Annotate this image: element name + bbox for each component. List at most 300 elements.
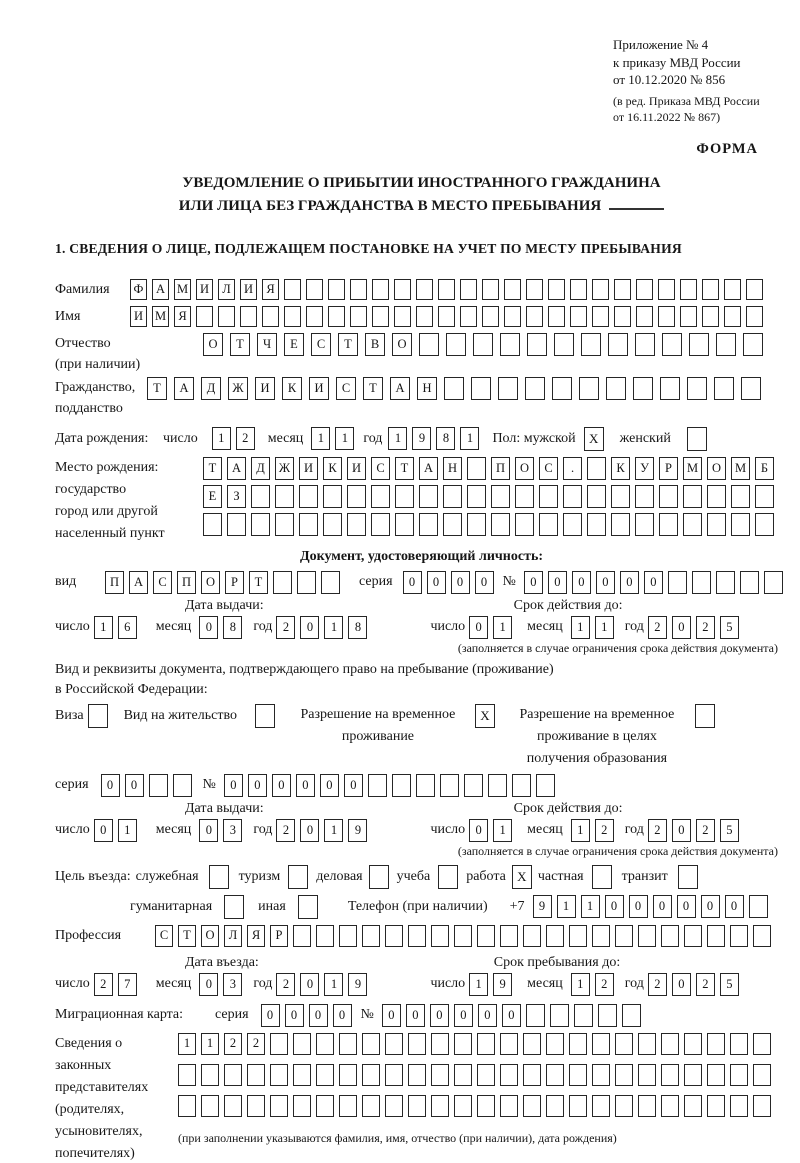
char-cell[interactable]: 0 xyxy=(672,973,691,996)
char-cell[interactable] xyxy=(347,513,366,536)
char-cell[interactable] xyxy=(684,1033,702,1055)
char-cell[interactable]: 0 xyxy=(199,819,218,842)
char-cell[interactable]: 9 xyxy=(493,973,512,996)
char-cell[interactable] xyxy=(563,513,582,536)
char-cell[interactable]: 2 xyxy=(595,973,614,996)
char-cell[interactable]: 1 xyxy=(178,1033,196,1055)
char-cell[interactable]: 0 xyxy=(300,819,319,842)
char-cell[interactable] xyxy=(707,1064,725,1086)
char-cell[interactable] xyxy=(526,306,543,327)
char-cell[interactable] xyxy=(201,1064,219,1086)
char-cell[interactable] xyxy=(569,1064,587,1086)
char-cell[interactable]: 0 xyxy=(101,774,120,797)
char-cell[interactable] xyxy=(731,513,750,536)
purpose-work-checkbox[interactable]: X xyxy=(512,865,532,889)
char-cell[interactable] xyxy=(707,513,726,536)
char-cell[interactable]: И xyxy=(196,279,213,300)
char-cell[interactable] xyxy=(247,1064,265,1086)
char-cell[interactable] xyxy=(394,279,411,300)
char-cell[interactable] xyxy=(247,1095,265,1117)
char-cell[interactable]: 5 xyxy=(720,819,739,842)
char-cell[interactable] xyxy=(477,925,495,947)
char-cell[interactable]: Ф xyxy=(130,279,147,300)
char-cell[interactable] xyxy=(273,571,292,594)
char-cell[interactable] xyxy=(724,306,741,327)
char-cell[interactable] xyxy=(443,485,462,508)
char-cell[interactable] xyxy=(443,513,462,536)
char-cell[interactable]: 0 xyxy=(430,1004,449,1027)
char-cell[interactable] xyxy=(224,1064,242,1086)
char-cell[interactable]: 2 xyxy=(236,427,255,450)
char-cell[interactable] xyxy=(454,1095,472,1117)
char-cell[interactable] xyxy=(755,513,774,536)
char-cell[interactable] xyxy=(684,1064,702,1086)
char-cell[interactable] xyxy=(467,485,486,508)
char-cell[interactable]: О xyxy=(515,457,534,480)
char-cell[interactable]: 8 xyxy=(436,427,455,450)
char-cell[interactable]: 9 xyxy=(348,819,367,842)
char-cell[interactable] xyxy=(408,1033,426,1055)
char-cell[interactable] xyxy=(636,279,653,300)
char-cell[interactable]: 9 xyxy=(533,895,552,918)
char-cell[interactable] xyxy=(446,333,466,356)
char-cell[interactable] xyxy=(569,1095,587,1117)
char-cell[interactable]: 1 xyxy=(324,973,343,996)
char-cell[interactable]: Н xyxy=(443,457,462,480)
char-cell[interactable]: 2 xyxy=(224,1033,242,1055)
char-cell[interactable]: 0 xyxy=(451,571,470,594)
char-cell[interactable] xyxy=(270,1033,288,1055)
char-cell[interactable] xyxy=(753,1033,771,1055)
char-cell[interactable]: 0 xyxy=(454,1004,473,1027)
char-cell[interactable] xyxy=(662,333,682,356)
char-cell[interactable]: 2 xyxy=(276,819,295,842)
char-cell[interactable]: А xyxy=(227,457,246,480)
char-cell[interactable]: Т xyxy=(203,457,222,480)
char-cell[interactable] xyxy=(614,279,631,300)
char-cell[interactable] xyxy=(284,279,301,300)
char-cell[interactable] xyxy=(306,279,323,300)
char-cell[interactable] xyxy=(431,925,449,947)
char-cell[interactable] xyxy=(592,1033,610,1055)
char-cell[interactable] xyxy=(284,306,301,327)
char-cell[interactable] xyxy=(262,306,279,327)
char-cell[interactable]: 2 xyxy=(276,616,295,639)
char-cell[interactable] xyxy=(362,1095,380,1117)
char-cell[interactable] xyxy=(692,571,711,594)
char-cell[interactable] xyxy=(178,1064,196,1086)
char-cell[interactable] xyxy=(661,1033,679,1055)
char-cell[interactable] xyxy=(730,1033,748,1055)
char-cell[interactable] xyxy=(173,774,192,797)
char-cell[interactable] xyxy=(523,1033,541,1055)
char-cell[interactable] xyxy=(753,1095,771,1117)
char-cell[interactable]: 1 xyxy=(493,819,512,842)
char-cell[interactable] xyxy=(270,1095,288,1117)
char-cell[interactable]: 1 xyxy=(324,819,343,842)
char-cell[interactable] xyxy=(608,333,628,356)
char-cell[interactable] xyxy=(471,377,491,400)
char-cell[interactable]: 2 xyxy=(696,973,715,996)
char-cell[interactable]: А xyxy=(174,377,194,400)
char-cell[interactable] xyxy=(570,279,587,300)
char-cell[interactable] xyxy=(454,925,472,947)
char-cell[interactable] xyxy=(550,1004,569,1027)
char-cell[interactable] xyxy=(339,1033,357,1055)
char-cell[interactable] xyxy=(730,1064,748,1086)
char-cell[interactable] xyxy=(395,485,414,508)
char-cell[interactable] xyxy=(707,1033,725,1055)
char-cell[interactable] xyxy=(339,925,357,947)
char-cell[interactable] xyxy=(746,306,763,327)
char-cell[interactable] xyxy=(438,279,455,300)
char-cell[interactable]: 1 xyxy=(469,973,488,996)
char-cell[interactable] xyxy=(680,279,697,300)
char-cell[interactable] xyxy=(467,513,486,536)
char-cell[interactable] xyxy=(661,1064,679,1086)
char-cell[interactable]: 0 xyxy=(427,571,446,594)
char-cell[interactable]: К xyxy=(282,377,302,400)
char-cell[interactable]: Ч xyxy=(257,333,277,356)
char-cell[interactable]: С xyxy=(371,457,390,480)
char-cell[interactable] xyxy=(350,306,367,327)
char-cell[interactable] xyxy=(563,485,582,508)
char-cell[interactable]: 0 xyxy=(572,571,591,594)
char-cell[interactable] xyxy=(201,1095,219,1117)
char-cell[interactable] xyxy=(339,1064,357,1086)
char-cell[interactable]: 2 xyxy=(595,819,614,842)
purpose-study-checkbox[interactable] xyxy=(438,865,458,889)
char-cell[interactable] xyxy=(633,377,653,400)
char-cell[interactable] xyxy=(536,774,555,797)
char-cell[interactable]: 1 xyxy=(201,1033,219,1055)
char-cell[interactable] xyxy=(385,1095,403,1117)
char-cell[interactable]: С xyxy=(336,377,356,400)
char-cell[interactable] xyxy=(714,377,734,400)
char-cell[interactable] xyxy=(587,513,606,536)
char-cell[interactable] xyxy=(196,306,213,327)
purpose-humanitarian-checkbox[interactable] xyxy=(224,895,244,919)
purpose-other-checkbox[interactable] xyxy=(298,895,318,919)
char-cell[interactable] xyxy=(716,571,735,594)
char-cell[interactable]: О xyxy=(707,457,726,480)
char-cell[interactable]: 1 xyxy=(212,427,231,450)
char-cell[interactable] xyxy=(431,1033,449,1055)
char-cell[interactable]: С xyxy=(539,457,558,480)
char-cell[interactable] xyxy=(339,1095,357,1117)
char-cell[interactable]: 1 xyxy=(595,616,614,639)
char-cell[interactable] xyxy=(498,377,518,400)
char-cell[interactable]: К xyxy=(323,457,342,480)
char-cell[interactable]: О xyxy=(203,333,223,356)
char-cell[interactable] xyxy=(614,306,631,327)
char-cell[interactable] xyxy=(293,1095,311,1117)
char-cell[interactable]: 9 xyxy=(348,973,367,996)
char-cell[interactable]: 1 xyxy=(324,616,343,639)
char-cell[interactable] xyxy=(275,513,294,536)
char-cell[interactable] xyxy=(684,925,702,947)
char-cell[interactable] xyxy=(504,306,521,327)
char-cell[interactable]: З xyxy=(227,485,246,508)
char-cell[interactable] xyxy=(482,306,499,327)
residence-permit-checkbox[interactable] xyxy=(255,704,275,728)
char-cell[interactable] xyxy=(270,1064,288,1086)
char-cell[interactable]: 0 xyxy=(199,616,218,639)
char-cell[interactable] xyxy=(554,333,574,356)
char-cell[interactable] xyxy=(592,1064,610,1086)
char-cell[interactable] xyxy=(724,279,741,300)
char-cell[interactable] xyxy=(372,306,389,327)
char-cell[interactable]: О xyxy=(392,333,412,356)
char-cell[interactable] xyxy=(661,1095,679,1117)
char-cell[interactable]: . xyxy=(563,457,582,480)
char-cell[interactable] xyxy=(321,571,340,594)
char-cell[interactable]: 0 xyxy=(285,1004,304,1027)
char-cell[interactable] xyxy=(606,377,626,400)
char-cell[interactable] xyxy=(523,1095,541,1117)
char-cell[interactable] xyxy=(491,513,510,536)
char-cell[interactable]: 0 xyxy=(677,895,696,918)
char-cell[interactable] xyxy=(460,279,477,300)
char-cell[interactable] xyxy=(482,279,499,300)
char-cell[interactable]: 0 xyxy=(524,571,543,594)
char-cell[interactable] xyxy=(316,1064,334,1086)
char-cell[interactable] xyxy=(660,377,680,400)
char-cell[interactable] xyxy=(741,377,761,400)
char-cell[interactable]: Е xyxy=(284,333,304,356)
char-cell[interactable] xyxy=(707,925,725,947)
char-cell[interactable]: С xyxy=(311,333,331,356)
char-cell[interactable] xyxy=(638,1095,656,1117)
char-cell[interactable] xyxy=(477,1095,495,1117)
char-cell[interactable]: 1 xyxy=(571,973,590,996)
char-cell[interactable] xyxy=(372,279,389,300)
char-cell[interactable] xyxy=(297,571,316,594)
char-cell[interactable]: 5 xyxy=(720,616,739,639)
char-cell[interactable] xyxy=(408,1064,426,1086)
char-cell[interactable] xyxy=(716,333,736,356)
char-cell[interactable]: С xyxy=(153,571,172,594)
char-cell[interactable]: 0 xyxy=(672,616,691,639)
char-cell[interactable] xyxy=(477,1064,495,1086)
char-cell[interactable] xyxy=(504,279,521,300)
char-cell[interactable] xyxy=(615,1064,633,1086)
char-cell[interactable] xyxy=(316,1095,334,1117)
char-cell[interactable]: 0 xyxy=(125,774,144,797)
char-cell[interactable] xyxy=(240,306,257,327)
char-cell[interactable] xyxy=(347,485,366,508)
char-cell[interactable]: С xyxy=(155,925,173,947)
char-cell[interactable]: 2 xyxy=(247,1033,265,1055)
char-cell[interactable]: 0 xyxy=(596,571,615,594)
char-cell[interactable]: 1 xyxy=(311,427,330,450)
char-cell[interactable]: 5 xyxy=(720,973,739,996)
char-cell[interactable]: Б xyxy=(755,457,774,480)
char-cell[interactable] xyxy=(592,306,609,327)
char-cell[interactable]: 2 xyxy=(648,616,667,639)
char-cell[interactable]: А xyxy=(419,457,438,480)
char-cell[interactable] xyxy=(539,485,558,508)
char-cell[interactable]: 2 xyxy=(276,973,295,996)
char-cell[interactable] xyxy=(526,1004,545,1027)
char-cell[interactable] xyxy=(661,925,679,947)
char-cell[interactable] xyxy=(746,279,763,300)
char-cell[interactable]: 2 xyxy=(696,819,715,842)
char-cell[interactable]: 0 xyxy=(300,973,319,996)
char-cell[interactable]: 0 xyxy=(272,774,291,797)
char-cell[interactable]: 0 xyxy=(725,895,744,918)
char-cell[interactable]: Т xyxy=(395,457,414,480)
char-cell[interactable] xyxy=(570,306,587,327)
gender-male-checkbox[interactable]: X xyxy=(584,427,604,451)
char-cell[interactable]: 0 xyxy=(469,819,488,842)
char-cell[interactable]: 0 xyxy=(224,774,243,797)
char-cell[interactable] xyxy=(569,925,587,947)
purpose-business-checkbox[interactable] xyxy=(369,865,389,889)
char-cell[interactable] xyxy=(419,485,438,508)
char-cell[interactable]: И xyxy=(240,279,257,300)
char-cell[interactable]: 0 xyxy=(199,973,218,996)
char-cell[interactable] xyxy=(523,1064,541,1086)
char-cell[interactable] xyxy=(611,485,630,508)
char-cell[interactable] xyxy=(371,513,390,536)
char-cell[interactable]: 0 xyxy=(382,1004,401,1027)
char-cell[interactable]: Я xyxy=(247,925,265,947)
char-cell[interactable]: 0 xyxy=(502,1004,521,1027)
char-cell[interactable] xyxy=(523,925,541,947)
char-cell[interactable]: 0 xyxy=(469,616,488,639)
char-cell[interactable]: М xyxy=(683,457,702,480)
char-cell[interactable] xyxy=(328,279,345,300)
char-cell[interactable] xyxy=(473,333,493,356)
char-cell[interactable]: К xyxy=(611,457,630,480)
char-cell[interactable] xyxy=(574,1004,593,1027)
char-cell[interactable] xyxy=(385,925,403,947)
char-cell[interactable]: 0 xyxy=(478,1004,497,1027)
char-cell[interactable] xyxy=(689,333,709,356)
char-cell[interactable]: О xyxy=(201,571,220,594)
char-cell[interactable]: 0 xyxy=(701,895,720,918)
char-cell[interactable]: 1 xyxy=(118,819,137,842)
char-cell[interactable]: У xyxy=(635,457,654,480)
char-cell[interactable] xyxy=(581,333,601,356)
char-cell[interactable] xyxy=(753,1064,771,1086)
char-cell[interactable] xyxy=(316,1033,334,1055)
gender-female-checkbox[interactable] xyxy=(687,427,707,451)
char-cell[interactable]: Р xyxy=(225,571,244,594)
char-cell[interactable]: И xyxy=(347,457,366,480)
char-cell[interactable]: 1 xyxy=(571,819,590,842)
char-cell[interactable] xyxy=(579,377,599,400)
char-cell[interactable] xyxy=(362,925,380,947)
char-cell[interactable] xyxy=(460,306,477,327)
char-cell[interactable] xyxy=(638,925,656,947)
char-cell[interactable] xyxy=(622,1004,641,1027)
purpose-tourism-checkbox[interactable] xyxy=(288,865,308,889)
char-cell[interactable] xyxy=(512,774,531,797)
char-cell[interactable] xyxy=(444,377,464,400)
char-cell[interactable] xyxy=(218,306,235,327)
char-cell[interactable] xyxy=(755,485,774,508)
char-cell[interactable] xyxy=(464,774,483,797)
char-cell[interactable] xyxy=(615,1033,633,1055)
char-cell[interactable]: Д xyxy=(201,377,221,400)
char-cell[interactable] xyxy=(598,1004,617,1027)
char-cell[interactable] xyxy=(702,306,719,327)
char-cell[interactable]: 3 xyxy=(223,973,242,996)
char-cell[interactable] xyxy=(500,1064,518,1086)
char-cell[interactable] xyxy=(500,1033,518,1055)
char-cell[interactable] xyxy=(658,279,675,300)
char-cell[interactable] xyxy=(323,513,342,536)
char-cell[interactable]: И xyxy=(130,306,147,327)
char-cell[interactable] xyxy=(408,925,426,947)
char-cell[interactable] xyxy=(548,306,565,327)
char-cell[interactable]: Ж xyxy=(275,457,294,480)
char-cell[interactable]: В xyxy=(365,333,385,356)
char-cell[interactable] xyxy=(227,513,246,536)
char-cell[interactable] xyxy=(546,1033,564,1055)
char-cell[interactable] xyxy=(488,774,507,797)
char-cell[interactable] xyxy=(740,571,759,594)
char-cell[interactable]: 2 xyxy=(696,616,715,639)
char-cell[interactable] xyxy=(546,1095,564,1117)
char-cell[interactable] xyxy=(592,279,609,300)
char-cell[interactable]: 0 xyxy=(403,571,422,594)
char-cell[interactable]: Р xyxy=(659,457,678,480)
purpose-official-checkbox[interactable] xyxy=(209,865,229,889)
char-cell[interactable] xyxy=(392,774,411,797)
char-cell[interactable] xyxy=(293,1064,311,1086)
char-cell[interactable] xyxy=(707,1095,725,1117)
char-cell[interactable] xyxy=(638,1033,656,1055)
char-cell[interactable] xyxy=(149,774,168,797)
char-cell[interactable]: 0 xyxy=(644,571,663,594)
char-cell[interactable] xyxy=(440,774,459,797)
char-cell[interactable] xyxy=(431,1064,449,1086)
char-cell[interactable] xyxy=(587,485,606,508)
char-cell[interactable]: 3 xyxy=(223,819,242,842)
char-cell[interactable]: М xyxy=(731,457,750,480)
char-cell[interactable] xyxy=(323,485,342,508)
char-cell[interactable]: 1 xyxy=(581,895,600,918)
char-cell[interactable]: М xyxy=(152,306,169,327)
char-cell[interactable] xyxy=(680,306,697,327)
char-cell[interactable] xyxy=(500,1095,518,1117)
char-cell[interactable] xyxy=(299,485,318,508)
char-cell[interactable] xyxy=(730,1095,748,1117)
char-cell[interactable] xyxy=(371,485,390,508)
char-cell[interactable]: 1 xyxy=(571,616,590,639)
char-cell[interactable]: А xyxy=(390,377,410,400)
char-cell[interactable]: 8 xyxy=(223,616,242,639)
char-cell[interactable] xyxy=(635,333,655,356)
char-cell[interactable]: 1 xyxy=(335,427,354,450)
char-cell[interactable]: П xyxy=(105,571,124,594)
char-cell[interactable]: А xyxy=(129,571,148,594)
char-cell[interactable]: 9 xyxy=(412,427,431,450)
char-cell[interactable]: Т xyxy=(230,333,250,356)
char-cell[interactable] xyxy=(525,377,545,400)
char-cell[interactable]: 6 xyxy=(118,616,137,639)
char-cell[interactable] xyxy=(350,279,367,300)
char-cell[interactable] xyxy=(515,513,534,536)
char-cell[interactable] xyxy=(658,306,675,327)
char-cell[interactable] xyxy=(546,925,564,947)
char-cell[interactable]: 0 xyxy=(309,1004,328,1027)
char-cell[interactable]: П xyxy=(177,571,196,594)
char-cell[interactable]: 1 xyxy=(460,427,479,450)
